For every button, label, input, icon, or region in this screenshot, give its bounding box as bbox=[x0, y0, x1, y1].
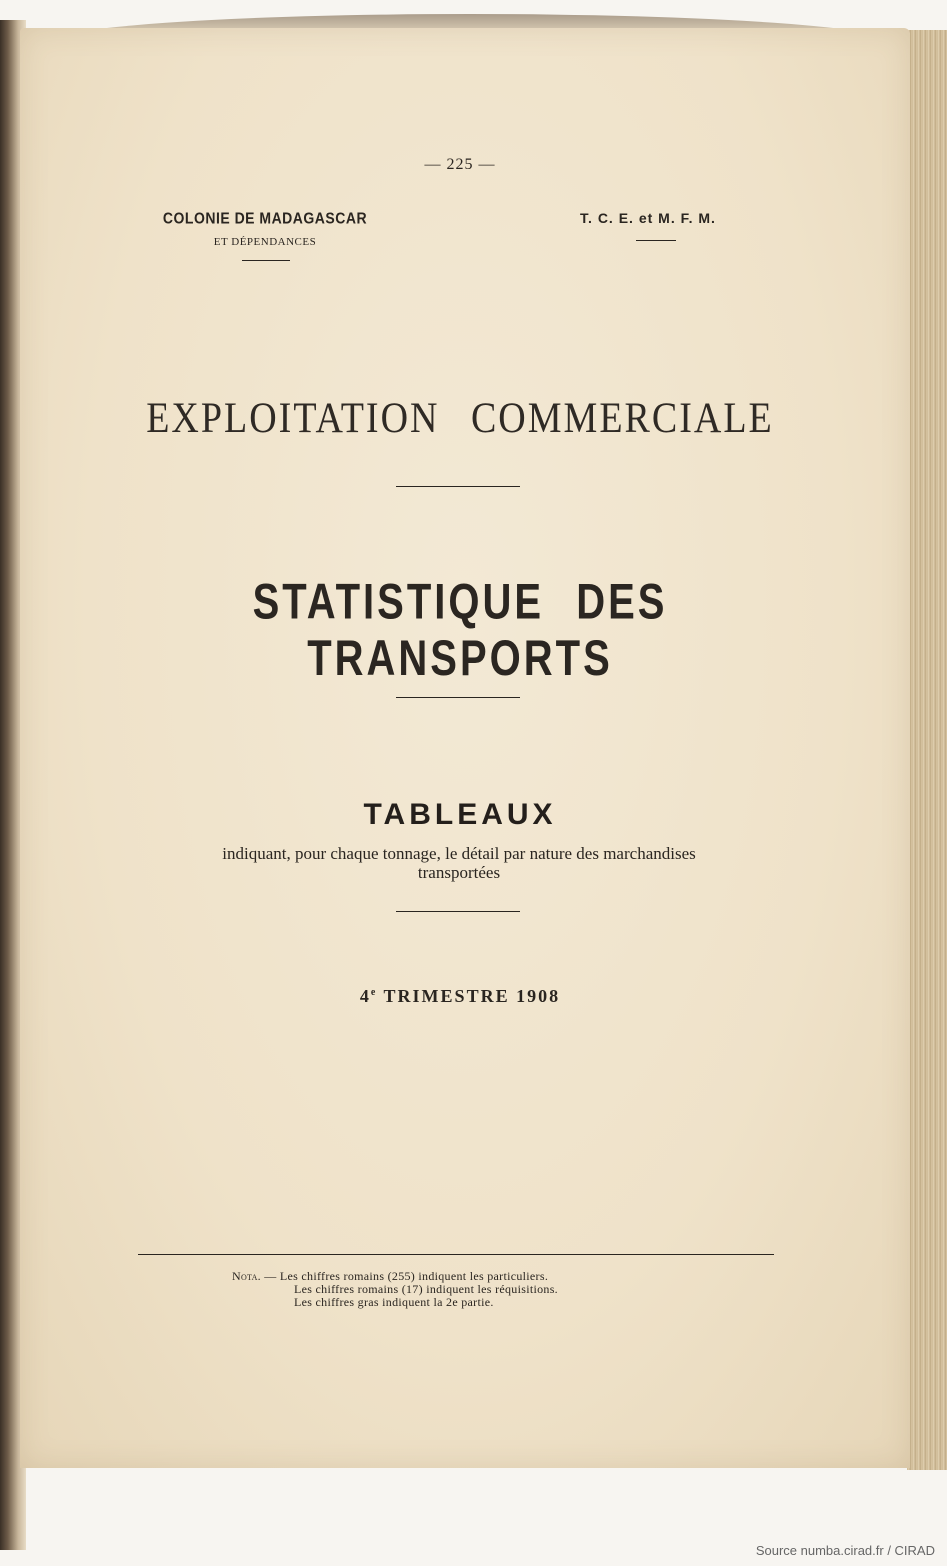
divider-2 bbox=[396, 697, 520, 698]
colony-subtitle: ET DÉPENDANCES bbox=[213, 236, 317, 248]
source-credit: Source numba.cirad.fr / CIRAD bbox=[755, 1543, 935, 1558]
tableaux-heading: TABLEAUX bbox=[363, 798, 557, 831]
footnote-divider bbox=[138, 1254, 774, 1255]
footnote bbox=[232, 1270, 752, 1309]
description-line-1: indiquant, pour chaque tonnage, le détail par nature des marchandises bbox=[222, 844, 696, 863]
description-line-2: transportées bbox=[417, 863, 501, 882]
quarter-number: 4 bbox=[359, 986, 371, 1006]
tableaux-description bbox=[100, 844, 818, 882]
page-number: — 225 — bbox=[424, 156, 496, 173]
company-divider bbox=[636, 240, 676, 241]
section-title: STATISTIQUE DES TRANSPORTS bbox=[252, 574, 668, 686]
footnote-line-2: Les chiffres romains (17) indiquent les réquisitions. bbox=[294, 1282, 558, 1296]
divider-3 bbox=[396, 911, 520, 912]
colony-divider bbox=[242, 260, 290, 261]
divider-1 bbox=[396, 486, 520, 487]
quarter-text: TRIMESTRE 1908 bbox=[383, 986, 561, 1006]
page-stack-edge bbox=[907, 30, 947, 1470]
main-title: EXPLOITATION COMMERCIALE bbox=[146, 393, 774, 443]
footnote-label: Nota. bbox=[232, 1269, 261, 1283]
footnote-line-3: Les chiffres gras indiquent la 2e partie. bbox=[294, 1295, 494, 1309]
footnote-text-1: — Les chiffres romains (255) indiquent les particuliers. bbox=[264, 1269, 549, 1283]
company-initials: T. C. E. et M. F. M. bbox=[580, 210, 716, 226]
quarter-suffix: e bbox=[370, 987, 378, 998]
quarter-label bbox=[260, 986, 660, 1007]
colony-name: COLONIE DE MADAGASCAR bbox=[162, 209, 368, 227]
